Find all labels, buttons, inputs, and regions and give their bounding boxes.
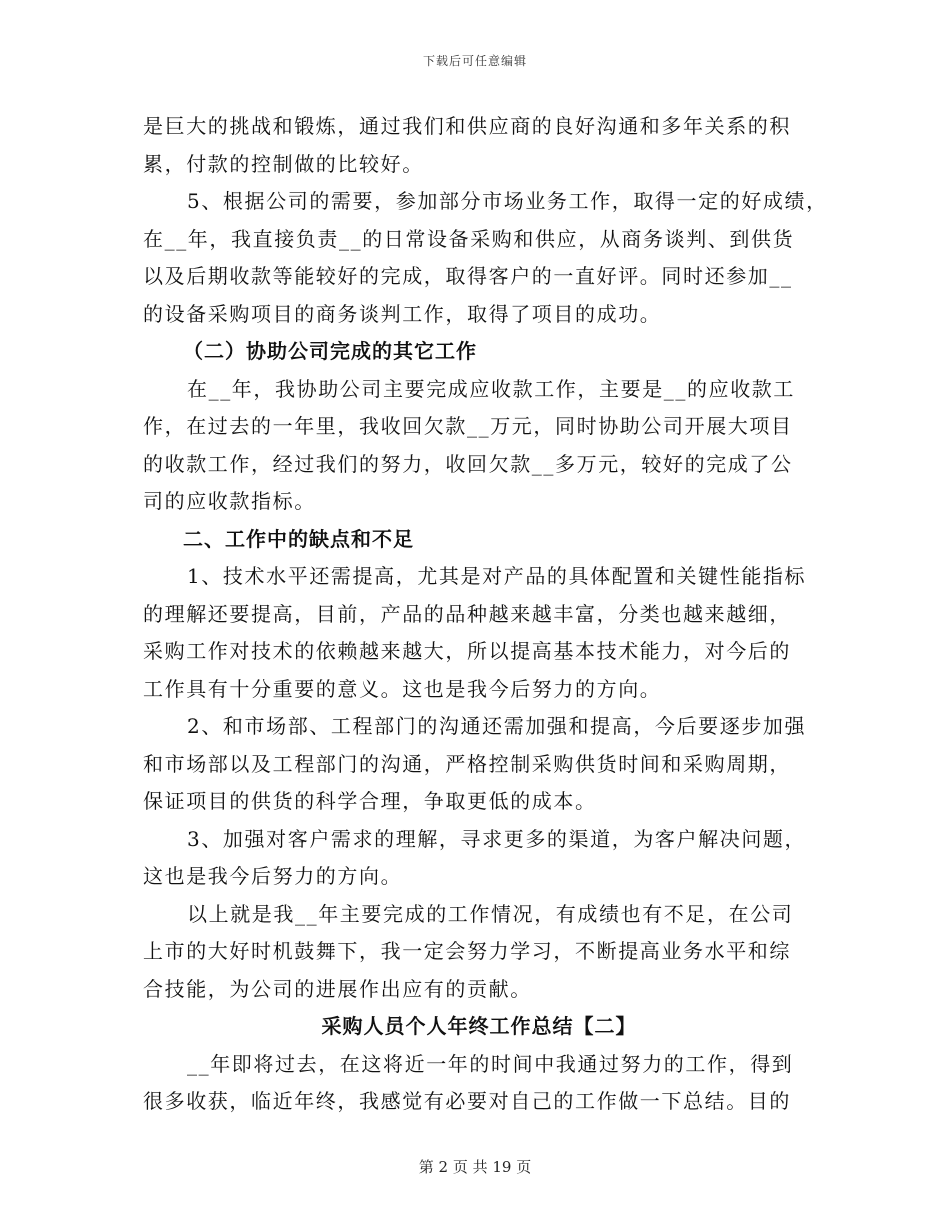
paragraph-line: 采购工作对技术的依赖越来越大，所以提高基本技术能力，对今后的 — [143, 639, 791, 663]
paragraph-line: __年即将过去，在这将近一年的时间中我通过努力的工作，得到 — [187, 1051, 794, 1076]
paragraph-line: 作，在过去的一年里，我收回欠款__万元，同时协助公司开展大项目 — [143, 414, 793, 438]
paragraph-line: 上市的大好时机鼓舞下，我一定会努力学习，不断提高业务水平和综 — [143, 939, 791, 963]
paragraph-line: 这也是我今后努力的方向。 — [143, 864, 403, 888]
document-body — [143, 108, 828, 1121]
paragraph-line: 累，付款的控制做的比较好。 — [143, 151, 424, 176]
section-heading: （二）协助公司完成的其它工作 — [183, 339, 477, 363]
paragraph-line: 合技能，为公司的进展作出应有的贡献。 — [143, 976, 532, 1001]
paragraph-line: 以上就是我__年主要完成的工作情况，有成绩也有不足，在公司 — [187, 901, 794, 926]
paragraph-line: 和市场部以及工程部门的沟通，严格控制采购供货时间和采购周期， — [143, 751, 791, 776]
paragraph-line: 5、根据公司的需要，参加部分市场业务工作，取得一定的好成绩， — [187, 189, 828, 213]
section-heading: 二、工作中的缺点和不足 — [183, 526, 414, 551]
paragraph-line: 的收款工作，经过我们的努力，收回欠款__多万元，较好的完成了公 — [143, 451, 793, 476]
page-header: 下载后可任意编辑 — [422, 54, 527, 68]
paragraph-line: 很多收获，临近年终，我感觉有必要对自己的工作做一下总结。目的 — [143, 1089, 791, 1113]
paragraph-line: 保证项目的供货的科学合理，争取更低的成本。 — [143, 789, 597, 813]
paragraph-line: 2、和市场部、工程部门的沟通还需加强和提高，今后要逐步加强 — [187, 714, 807, 738]
paragraph-line: 1、技术水平还需提高，尤其是对产品的具体配置和关键性能指标 — [187, 564, 807, 588]
paragraph-line: 在__年，我直接负责__的日常设备采购和供应，从商务谈判、到供货 — [143, 226, 795, 251]
paragraph-line: 3、加强对客户需求的理解，寻求更多的渠道，为客户解决问题， — [187, 826, 807, 851]
paragraph-line: 司的应收款指标。 — [143, 489, 316, 513]
paragraph-line: 工作具有十分重要的意义。这也是我今后努力的方向。 — [143, 676, 662, 701]
paragraph-line: 是巨大的挑战和锻炼，通过我们和供应商的良好沟通和多年关系的积 — [143, 114, 791, 138]
paragraph-line: 在__年，我协助公司主要完成应收款工作，主要是__的应收款工 — [187, 376, 795, 401]
paragraph-line: 的理解还要提高，目前，产品的品种越来越丰富，分类也越来越细， — [143, 601, 791, 626]
paragraph-line: 以及后期收款等能较好的完成，取得客户的一直好评。同时还参加__ — [143, 264, 793, 288]
document-title: 采购人员个人年终工作总结【二】 — [321, 1014, 637, 1038]
page-footer: 第 2 页 共 19 页 — [418, 1158, 532, 1176]
paragraph-line: 的设备采购项目的商务谈判工作，取得了项目的成功。 — [143, 301, 662, 326]
